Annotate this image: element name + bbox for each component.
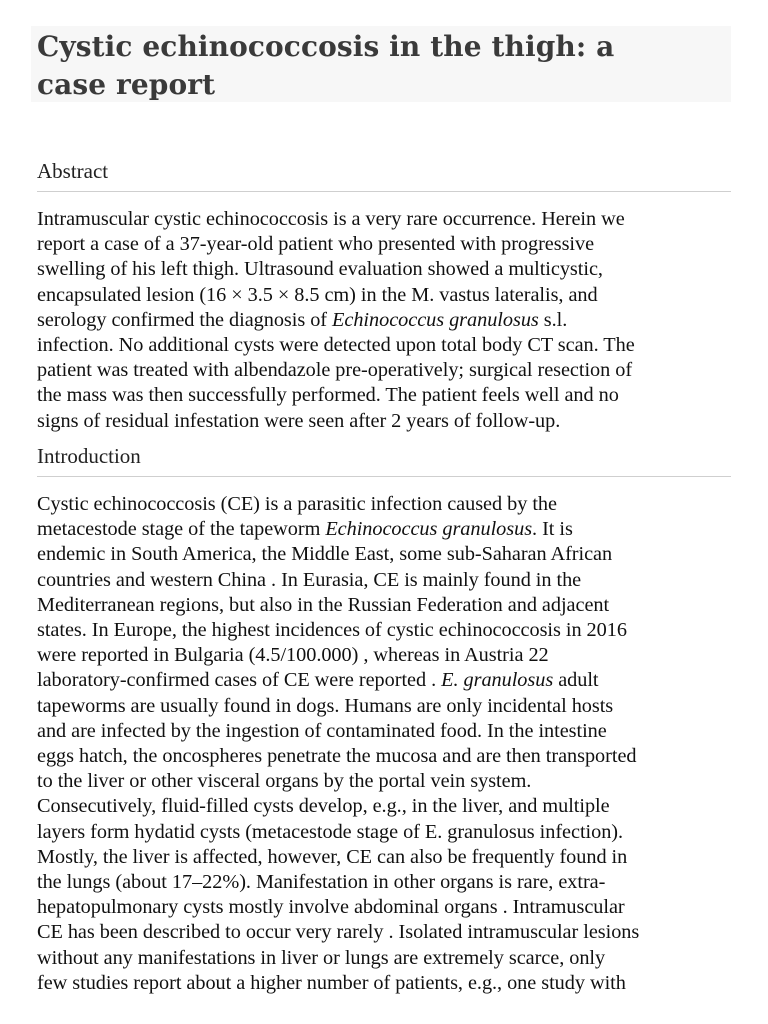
text-line	[37, 668, 737, 693]
text-line: endemic in South America, the Middle East, some sub-Saharan African	[37, 543, 613, 566]
text-segment: . It is	[532, 518, 573, 541]
article-title	[37, 28, 727, 104]
text-line: report a case of a 37-year-old patient who presented with progressive	[37, 233, 595, 256]
text-line: Cystic echinococcosis (CE) is a parasitic infection caused by the	[37, 493, 557, 515]
text-segment: metacestode stage of the tapeworm	[37, 518, 326, 541]
text-line: and are infected by the ingestion of contaminated food. In the intestine	[37, 719, 607, 742]
text-segment: s.l.	[538, 308, 568, 331]
text-line: Mostly, the liver is affected, however, CE can also be frequently found in	[37, 845, 628, 868]
introduction-divider	[37, 476, 731, 477]
introduction-heading: Introduction	[37, 444, 141, 468]
text-line: without any manifestations in liver or lungs are extremely scarce, only	[37, 946, 606, 969]
text-line: infection. No additional cysts were detected upon total body CT scan. The	[37, 334, 635, 357]
text-line: Intramuscular cystic echinococcosis is a very rare occurrence. Herein we	[37, 208, 625, 230]
text-line: Mediterranean regions, but also in the Russian Federation and adjacent	[37, 593, 610, 616]
text-line: to the liver or other visceral organs by the portal vein system.	[37, 770, 532, 793]
species-name: Echinococcus granulosus	[325, 518, 533, 541]
text-line: the mass was then successfully performed. The patient feels well and no	[37, 384, 619, 407]
text-line: CE has been described to occur very rarely . Isolated intramuscular lesions	[37, 921, 640, 944]
text-segment: laboratory-confirmed cases of CE were reported .	[37, 669, 442, 692]
abstract-heading: Abstract	[37, 159, 109, 183]
abstract-text	[37, 207, 737, 434]
text-line	[37, 308, 737, 333]
text-line: eggs hatch, the oncospheres penetrate the mucosa and are then transported	[37, 745, 637, 768]
text-line: the lungs (about 17–22%). Manifestation in other organs is rare, extra-	[37, 871, 606, 894]
title-line: case report	[37, 68, 216, 101]
text-line: tapeworms are usually found in dogs. Humans are only incidental hosts	[37, 694, 614, 717]
title-line: Cystic echinococcosis in the thigh: a	[37, 30, 615, 63]
text-line	[37, 517, 737, 542]
text-line: swelling of his left thigh. Ultrasound evaluation showed a multicystic,	[37, 258, 603, 281]
text-line: states. In Europe, the highest incidences of cystic echinococcosis in 2016	[37, 619, 627, 642]
text-segment: serology confirmed the diagnosis of	[37, 308, 333, 331]
text-line: layers form hydatid cysts (metacestode stage of E. granulosus infection).	[37, 820, 624, 843]
text-line: were reported in Bulgaria (4.5/100.000) , whereas in Austria 22	[37, 644, 549, 667]
species-name: E. granulosus	[441, 669, 554, 692]
text-segment: adult	[553, 669, 599, 692]
text-line: hepatopulmonary cysts mostly involve abdominal organs . Intramuscular	[37, 896, 625, 919]
text-line: signs of residual infestation were seen after 2 years of follow-up.	[37, 409, 561, 432]
text-line: few studies report about a higher number of patients, e.g., one study with	[37, 971, 626, 994]
introduction-text	[37, 492, 737, 996]
abstract-divider	[37, 191, 731, 192]
text-line: Consecutively, fluid-filled cysts develop, e.g., in the liver, and multiple	[37, 795, 610, 818]
text-line: encapsulated lesion (16 × 3.5 × 8.5 cm) in the M. vastus lateralis, and	[37, 283, 598, 306]
text-line: countries and western China . In Eurasia, CE is mainly found in the	[37, 568, 582, 591]
text-line: patient was treated with albendazole pre-operatively; surgical resection of	[37, 359, 633, 382]
species-name: Echinococcus granulosus	[332, 308, 539, 331]
